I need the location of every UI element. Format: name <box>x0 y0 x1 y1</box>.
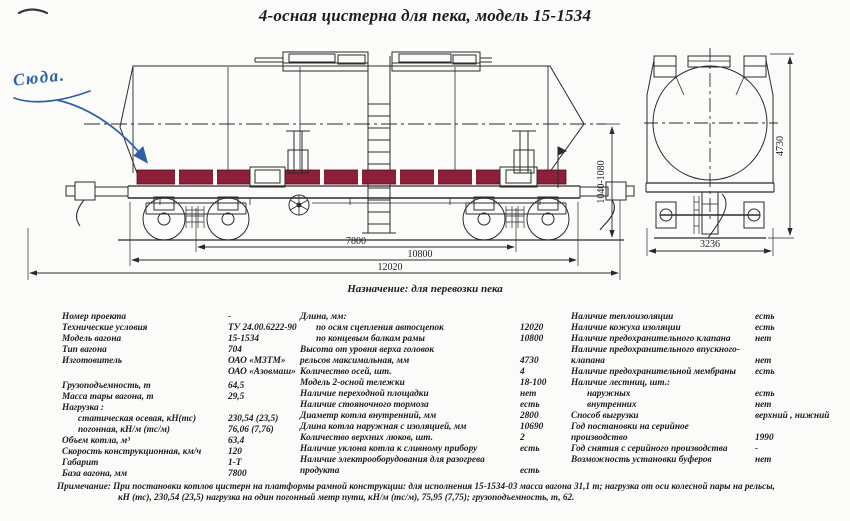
spec-value: 15-1534 <box>228 334 259 344</box>
page-title: 4-осная цистерна для пека, модель 15-1534 <box>258 6 592 25</box>
spec-row <box>571 334 850 345</box>
spec-value: ОАО «Азовмаш» <box>228 367 296 377</box>
spec-label: Способ выгрузки <box>571 411 639 421</box>
spec-label: по концевым балкам рамы <box>316 334 425 344</box>
spec-value: 76,06 (7,76) <box>228 425 274 435</box>
spec-column-3 <box>571 312 850 466</box>
spec-row <box>62 381 297 392</box>
side-view <box>28 52 634 280</box>
spec-label: Высота от уровня верха головок <box>300 345 435 355</box>
spec-value: есть <box>520 444 540 454</box>
spec-label: Диаметр котла внутренний, мм <box>300 411 437 421</box>
spec-row <box>62 469 297 480</box>
spec-label: внутренних <box>587 400 637 410</box>
spec-row <box>62 425 297 436</box>
spec-row <box>62 436 297 447</box>
underframe <box>128 186 580 205</box>
end-witness-lines <box>647 54 794 256</box>
spec-label: Нагрузка : <box>62 403 105 413</box>
spec-label: База вагона, мм <box>62 469 128 479</box>
spec-label: Возможность установки буферов <box>571 455 712 465</box>
spec-label: Масса тары вагона, т <box>62 392 154 402</box>
spec-row <box>62 403 297 414</box>
spec-row <box>571 411 850 422</box>
spec-value: 230,54 (23,5) <box>228 414 279 424</box>
spec-value: 64,5 <box>228 381 245 391</box>
spec-label: Модель 2-осной тележки <box>300 378 405 388</box>
spec-value: верхний , нижний <box>755 411 830 421</box>
spec-value: 12020 <box>520 323 544 333</box>
dim-12020: 12020 <box>377 262 403 273</box>
spec-value: ОАО «МЗТМ» <box>228 356 286 366</box>
spec-label: продукта <box>300 466 340 476</box>
spec-row <box>62 323 297 334</box>
spec-label: Количество верхних люков, шт. <box>300 433 433 443</box>
spec-row <box>62 345 297 356</box>
spec-label: Наличие электрооборудования для разогрева <box>300 455 485 465</box>
spec-label: Наличие предохранительной мембраны <box>571 367 736 377</box>
spec-value: нет <box>755 334 772 344</box>
spec-row <box>571 444 850 455</box>
spec-value: есть <box>520 466 540 476</box>
spec-value: 704 <box>228 345 242 355</box>
dim-1040-1080: 1040-1080 <box>596 160 607 204</box>
spec-label: статическая осевая, кН(тс) <box>78 414 197 424</box>
spec-label: Скорость конструкционная, км/ч <box>62 447 202 457</box>
spec-row <box>300 455 562 466</box>
spec-row <box>62 334 297 345</box>
dim-10800: 10800 <box>407 249 433 260</box>
spec-column-1 <box>62 312 297 480</box>
spec-row <box>62 356 297 367</box>
spec-value: есть <box>755 312 775 322</box>
spec-label: Наличие уклона котла к сливному прибору <box>300 444 478 454</box>
purpose-line: Назначение: для перевозки пека <box>347 283 503 295</box>
handnote-underline <box>14 91 90 102</box>
spec-row <box>62 458 297 469</box>
spec-row <box>571 433 850 444</box>
spec-label: Наличие переходной площадки <box>300 389 429 399</box>
pen-dash-mark <box>19 10 47 13</box>
spec-label: Длина, мм: <box>300 312 347 322</box>
spec-row <box>62 312 297 323</box>
spec-row <box>62 447 297 458</box>
footnote-line-2: кН (тс), 230,54 (23,5) нагрузка на один погонный метр пути, кН/м (тс/м), 75,95 (7,75); грузоподъемность, т, 62. <box>118 492 575 502</box>
spec-row <box>571 367 850 378</box>
spec-row <box>300 378 562 389</box>
spec-label: наружных <box>587 389 631 399</box>
spec-label: Количество осей, шт. <box>300 367 392 377</box>
coupler-left <box>66 182 128 226</box>
valve-left <box>286 131 310 173</box>
spec-row <box>300 356 562 367</box>
spec-value: нет <box>755 455 772 465</box>
spec-row <box>62 367 297 378</box>
spec-label: Технические условия <box>62 323 148 333</box>
witness-lines <box>28 124 620 280</box>
spec-row <box>571 455 850 466</box>
spec-row <box>571 345 850 356</box>
ladder <box>362 56 396 233</box>
spec-row <box>300 466 562 477</box>
spec-row <box>300 334 562 345</box>
spec-label: Год постановки на серийное <box>571 422 689 432</box>
end-view <box>644 48 794 256</box>
spec-row <box>300 323 562 334</box>
spec-label: Тип вагона <box>62 345 107 355</box>
spec-label: Длина котла наружная с изоляцией, мм <box>300 422 467 432</box>
spec-row <box>571 356 850 367</box>
spec-row <box>300 312 562 323</box>
spec-value: 2 <box>520 433 525 443</box>
dim-3236: 3236 <box>700 239 720 250</box>
spec-label: по осям сцепления автосцепок <box>316 323 444 333</box>
spec-value: есть <box>520 400 540 410</box>
spec-label: клапана <box>571 356 605 366</box>
spec-value: ТУ 24.00.6222-90 <box>228 323 297 333</box>
spec-label: Наличие предохранительного впускного- <box>571 345 740 355</box>
spec-value: 2800 <box>520 411 539 421</box>
spec-row <box>571 323 850 334</box>
handbrake-wheel <box>289 195 309 215</box>
spec-value: нет <box>755 356 772 366</box>
spec-label: Наличие лестниц, шт.: <box>571 378 671 388</box>
spec-value: - <box>755 444 759 454</box>
spec-label: рельсов максимальная, мм <box>300 356 410 366</box>
spec-value: 18-100 <box>520 378 547 388</box>
spec-row <box>571 312 850 323</box>
spec-label: погонная, кН/м (тс/м) <box>78 425 171 435</box>
spec-row <box>300 444 562 455</box>
spec-row <box>62 414 297 425</box>
spec-value: есть <box>755 323 775 333</box>
spec-row <box>300 411 562 422</box>
spec-value: 63,4 <box>228 436 245 446</box>
spec-label: Наличие стояночного тормоза <box>300 400 429 410</box>
top-platform <box>255 52 492 71</box>
pen-annotations <box>14 91 146 161</box>
spec-row <box>300 367 562 378</box>
spec-label: Объем котла, м³ <box>62 436 131 446</box>
spec-row <box>571 389 850 400</box>
spec-value: 10800 <box>520 334 544 344</box>
spec-row <box>571 378 850 389</box>
spec-label: Наличие теплоизоляции <box>571 312 674 322</box>
spec-row <box>300 389 562 400</box>
dim-4730: 4730 <box>775 136 786 156</box>
spec-value: есть <box>755 367 775 377</box>
spec-row <box>62 392 297 403</box>
spec-value: есть <box>755 389 775 399</box>
spec-value: 1990 <box>755 433 774 443</box>
spec-row <box>300 422 562 433</box>
footnote-line-1: Примечание: При постановки котлов цистерн на платформы рамной конструкции: для исполнения 15-1534-03 масса вагона 31,1 т; нагрузка от оси колесной пары на рельсы, <box>57 481 775 491</box>
spec-value: 1-Т <box>228 458 242 468</box>
spec-label: производство <box>571 433 628 443</box>
spec-label: Год снятия с серийного производства <box>571 444 728 454</box>
spec-label: Модель вагона <box>62 334 122 344</box>
spec-label: Габарит <box>62 458 99 468</box>
spec-value: нет <box>755 400 772 410</box>
spec-row <box>300 433 562 444</box>
spec-label: Номер проекта <box>62 312 127 322</box>
spec-value: 4 <box>520 367 525 377</box>
coupler-right <box>580 182 634 230</box>
spec-label: Наличие кожуха изоляции <box>571 323 681 333</box>
dimension-lines <box>30 127 618 273</box>
spec-label: Грузоподъемность, т <box>62 381 151 391</box>
spec-row <box>300 345 562 356</box>
dim-7800: 7800 <box>346 236 366 247</box>
spec-value: - <box>228 312 232 322</box>
spec-row <box>571 422 850 433</box>
spec-label: Наличие предохранительного клапана <box>571 334 731 344</box>
spec-value: нет <box>520 389 537 399</box>
handwritten-note: Сюда. <box>12 65 67 90</box>
spec-label <box>62 367 228 378</box>
spec-row <box>300 400 562 411</box>
spec-label: Изготовитель <box>62 356 123 366</box>
spec-row <box>571 400 850 411</box>
spec-value: 120 <box>228 447 242 457</box>
spec-column-2 <box>300 312 562 477</box>
spec-value: 4730 <box>520 356 539 366</box>
spec-value: 29,5 <box>228 392 245 402</box>
spec-value: 10690 <box>520 422 544 432</box>
spec-value: 7800 <box>228 469 247 479</box>
